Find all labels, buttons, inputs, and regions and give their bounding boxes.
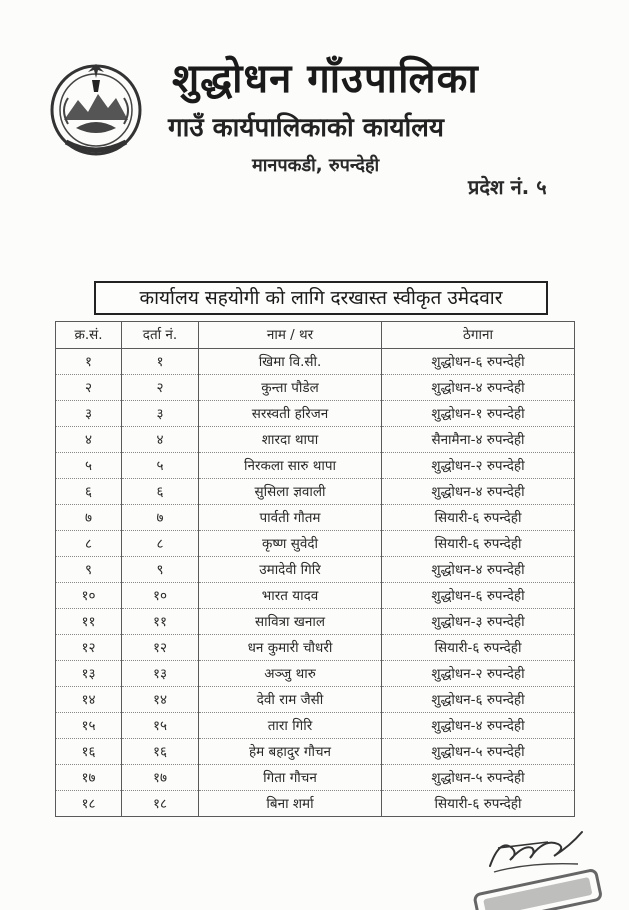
name-cell: शारदा थापा xyxy=(199,427,382,453)
address-cell: शुद्धोधन-५ रुपन्देही xyxy=(382,765,575,791)
table-row xyxy=(56,505,575,531)
office-name: गाउँ कार्यपालिकाको कार्यालय xyxy=(168,113,444,143)
table-row xyxy=(56,765,575,791)
name-cell: सुसिला ज्ञवाली xyxy=(199,479,382,505)
address-cell: शुद्धोधन-१ रुपन्देही xyxy=(382,401,575,427)
address-cell: सैनामैना-४ रुपन्देही xyxy=(382,427,575,453)
notice-title: कार्यालय सहयोगी को लागि दरखास्त स्वीकृत उमेदवार xyxy=(94,281,548,315)
table-row xyxy=(56,349,575,375)
name-cell: सावित्रा खनाल xyxy=(199,609,382,635)
name-cell: सरस्वती हरिजन xyxy=(199,401,382,427)
serial-number-cell: १५ xyxy=(56,713,122,739)
table-body xyxy=(56,349,575,817)
table-header-row xyxy=(56,322,575,349)
header-registration-number: दर्ता नं. xyxy=(122,322,199,349)
name-cell: कुन्ता पौडेल xyxy=(199,375,382,401)
table-row xyxy=(56,401,575,427)
serial-number-cell: १८ xyxy=(56,791,122,817)
nepal-government-emblem-icon xyxy=(46,58,146,158)
address-cell: शुद्धोधन-६ रुपन्देही xyxy=(382,349,575,375)
address-cell: शुद्धोधन-२ रुपन्देही xyxy=(382,453,575,479)
name-cell: देवी राम जैसी xyxy=(199,687,382,713)
address-cell: शुद्धोधन-४ रुपन्देही xyxy=(382,375,575,401)
name-cell: उमादेवी गिरि xyxy=(199,557,382,583)
registration-number-cell: १ xyxy=(122,349,199,375)
table-row xyxy=(56,609,575,635)
registration-number-cell: १७ xyxy=(122,765,199,791)
serial-number-cell: १६ xyxy=(56,739,122,765)
table-row xyxy=(56,531,575,557)
registration-number-cell: ६ xyxy=(122,479,199,505)
address-cell: शुद्धोधन-४ रुपन्देही xyxy=(382,557,575,583)
address-cell: शुद्धोधन-५ रुपन्देही xyxy=(382,739,575,765)
name-cell: अञ्जु थारु xyxy=(199,661,382,687)
serial-number-cell: २ xyxy=(56,375,122,401)
registration-number-cell: १२ xyxy=(122,635,199,661)
registration-number-cell: १४ xyxy=(122,687,199,713)
table-row xyxy=(56,453,575,479)
registration-number-cell: ४ xyxy=(122,427,199,453)
registration-number-cell: ९ xyxy=(122,557,199,583)
address-cell: शुद्धोधन-४ रुपन्देही xyxy=(382,713,575,739)
table-row xyxy=(56,687,575,713)
header-name: नाम / थर xyxy=(199,322,382,349)
registration-number-cell: १६ xyxy=(122,739,199,765)
name-cell: गिता गौचन xyxy=(199,765,382,791)
address-cell: सियारी-६ रुपन्देही xyxy=(382,531,575,557)
table-row xyxy=(56,739,575,765)
name-cell: भारत यादव xyxy=(199,583,382,609)
office-stamp-icon xyxy=(468,868,608,910)
registration-number-cell: ३ xyxy=(122,401,199,427)
name-cell: कृष्ण सुवेदी xyxy=(199,531,382,557)
serial-number-cell: ९ xyxy=(56,557,122,583)
address-cell: शुद्धोधन-६ रुपन्देही xyxy=(382,687,575,713)
serial-number-cell: १२ xyxy=(56,635,122,661)
table-row xyxy=(56,557,575,583)
name-cell: निरकला सारु थापा xyxy=(199,453,382,479)
serial-number-cell: १३ xyxy=(56,661,122,687)
registration-number-cell: ११ xyxy=(122,609,199,635)
address-cell: शुद्धोधन-४ रुपन्देही xyxy=(382,479,575,505)
serial-number-cell: ६ xyxy=(56,479,122,505)
registration-number-cell: १० xyxy=(122,583,199,609)
name-cell: तारा गिरि xyxy=(199,713,382,739)
table-row xyxy=(56,479,575,505)
registration-number-cell: १५ xyxy=(122,713,199,739)
serial-number-cell: ४ xyxy=(56,427,122,453)
header-address: ठेगाना xyxy=(382,322,575,349)
address-cell: सियारी-६ रुपन्देही xyxy=(382,635,575,661)
registration-number-cell: ८ xyxy=(122,531,199,557)
serial-number-cell: ८ xyxy=(56,531,122,557)
name-cell: बिना शर्मा xyxy=(199,791,382,817)
registration-number-cell: १३ xyxy=(122,661,199,687)
table-row xyxy=(56,713,575,739)
table-row xyxy=(56,583,575,609)
address-cell: सियारी-६ रुपन्देही xyxy=(382,505,575,531)
registration-number-cell: ५ xyxy=(122,453,199,479)
office-address: मानपकडी, रुपन्देही xyxy=(252,155,380,176)
serial-number-cell: ५ xyxy=(56,453,122,479)
org-name: शुद्धोधन गाँउपालिका xyxy=(172,56,479,102)
table-row xyxy=(56,375,575,401)
table-row xyxy=(56,427,575,453)
serial-number-cell: १७ xyxy=(56,765,122,791)
address-cell: शुद्धोधन-३ रुपन्देही xyxy=(382,609,575,635)
serial-number-cell: १० xyxy=(56,583,122,609)
registration-number-cell: ७ xyxy=(122,505,199,531)
header-serial-number: क्र.सं. xyxy=(56,322,122,349)
serial-number-cell: ७ xyxy=(56,505,122,531)
name-cell: धन कुमारी चौधरी xyxy=(199,635,382,661)
address-cell: शुद्धोधन-६ रुपन्देही xyxy=(382,583,575,609)
applicants-table xyxy=(55,321,575,817)
registration-number-cell: १८ xyxy=(122,791,199,817)
address-cell: सियारी-६ रुपन्देही xyxy=(382,791,575,817)
province-label: प्रदेश नं. ५ xyxy=(468,175,547,199)
name-cell: हेम बहादुर गौचन xyxy=(199,739,382,765)
table-row xyxy=(56,661,575,687)
address-cell: शुद्धोधन-२ रुपन्देही xyxy=(382,661,575,687)
serial-number-cell: ३ xyxy=(56,401,122,427)
registration-number-cell: २ xyxy=(122,375,199,401)
name-cell: खिमा वि.सी. xyxy=(199,349,382,375)
serial-number-cell: ११ xyxy=(56,609,122,635)
serial-number-cell: १ xyxy=(56,349,122,375)
serial-number-cell: १४ xyxy=(56,687,122,713)
table-row xyxy=(56,635,575,661)
name-cell: पार्वती गौतम xyxy=(199,505,382,531)
table-row xyxy=(56,791,575,817)
